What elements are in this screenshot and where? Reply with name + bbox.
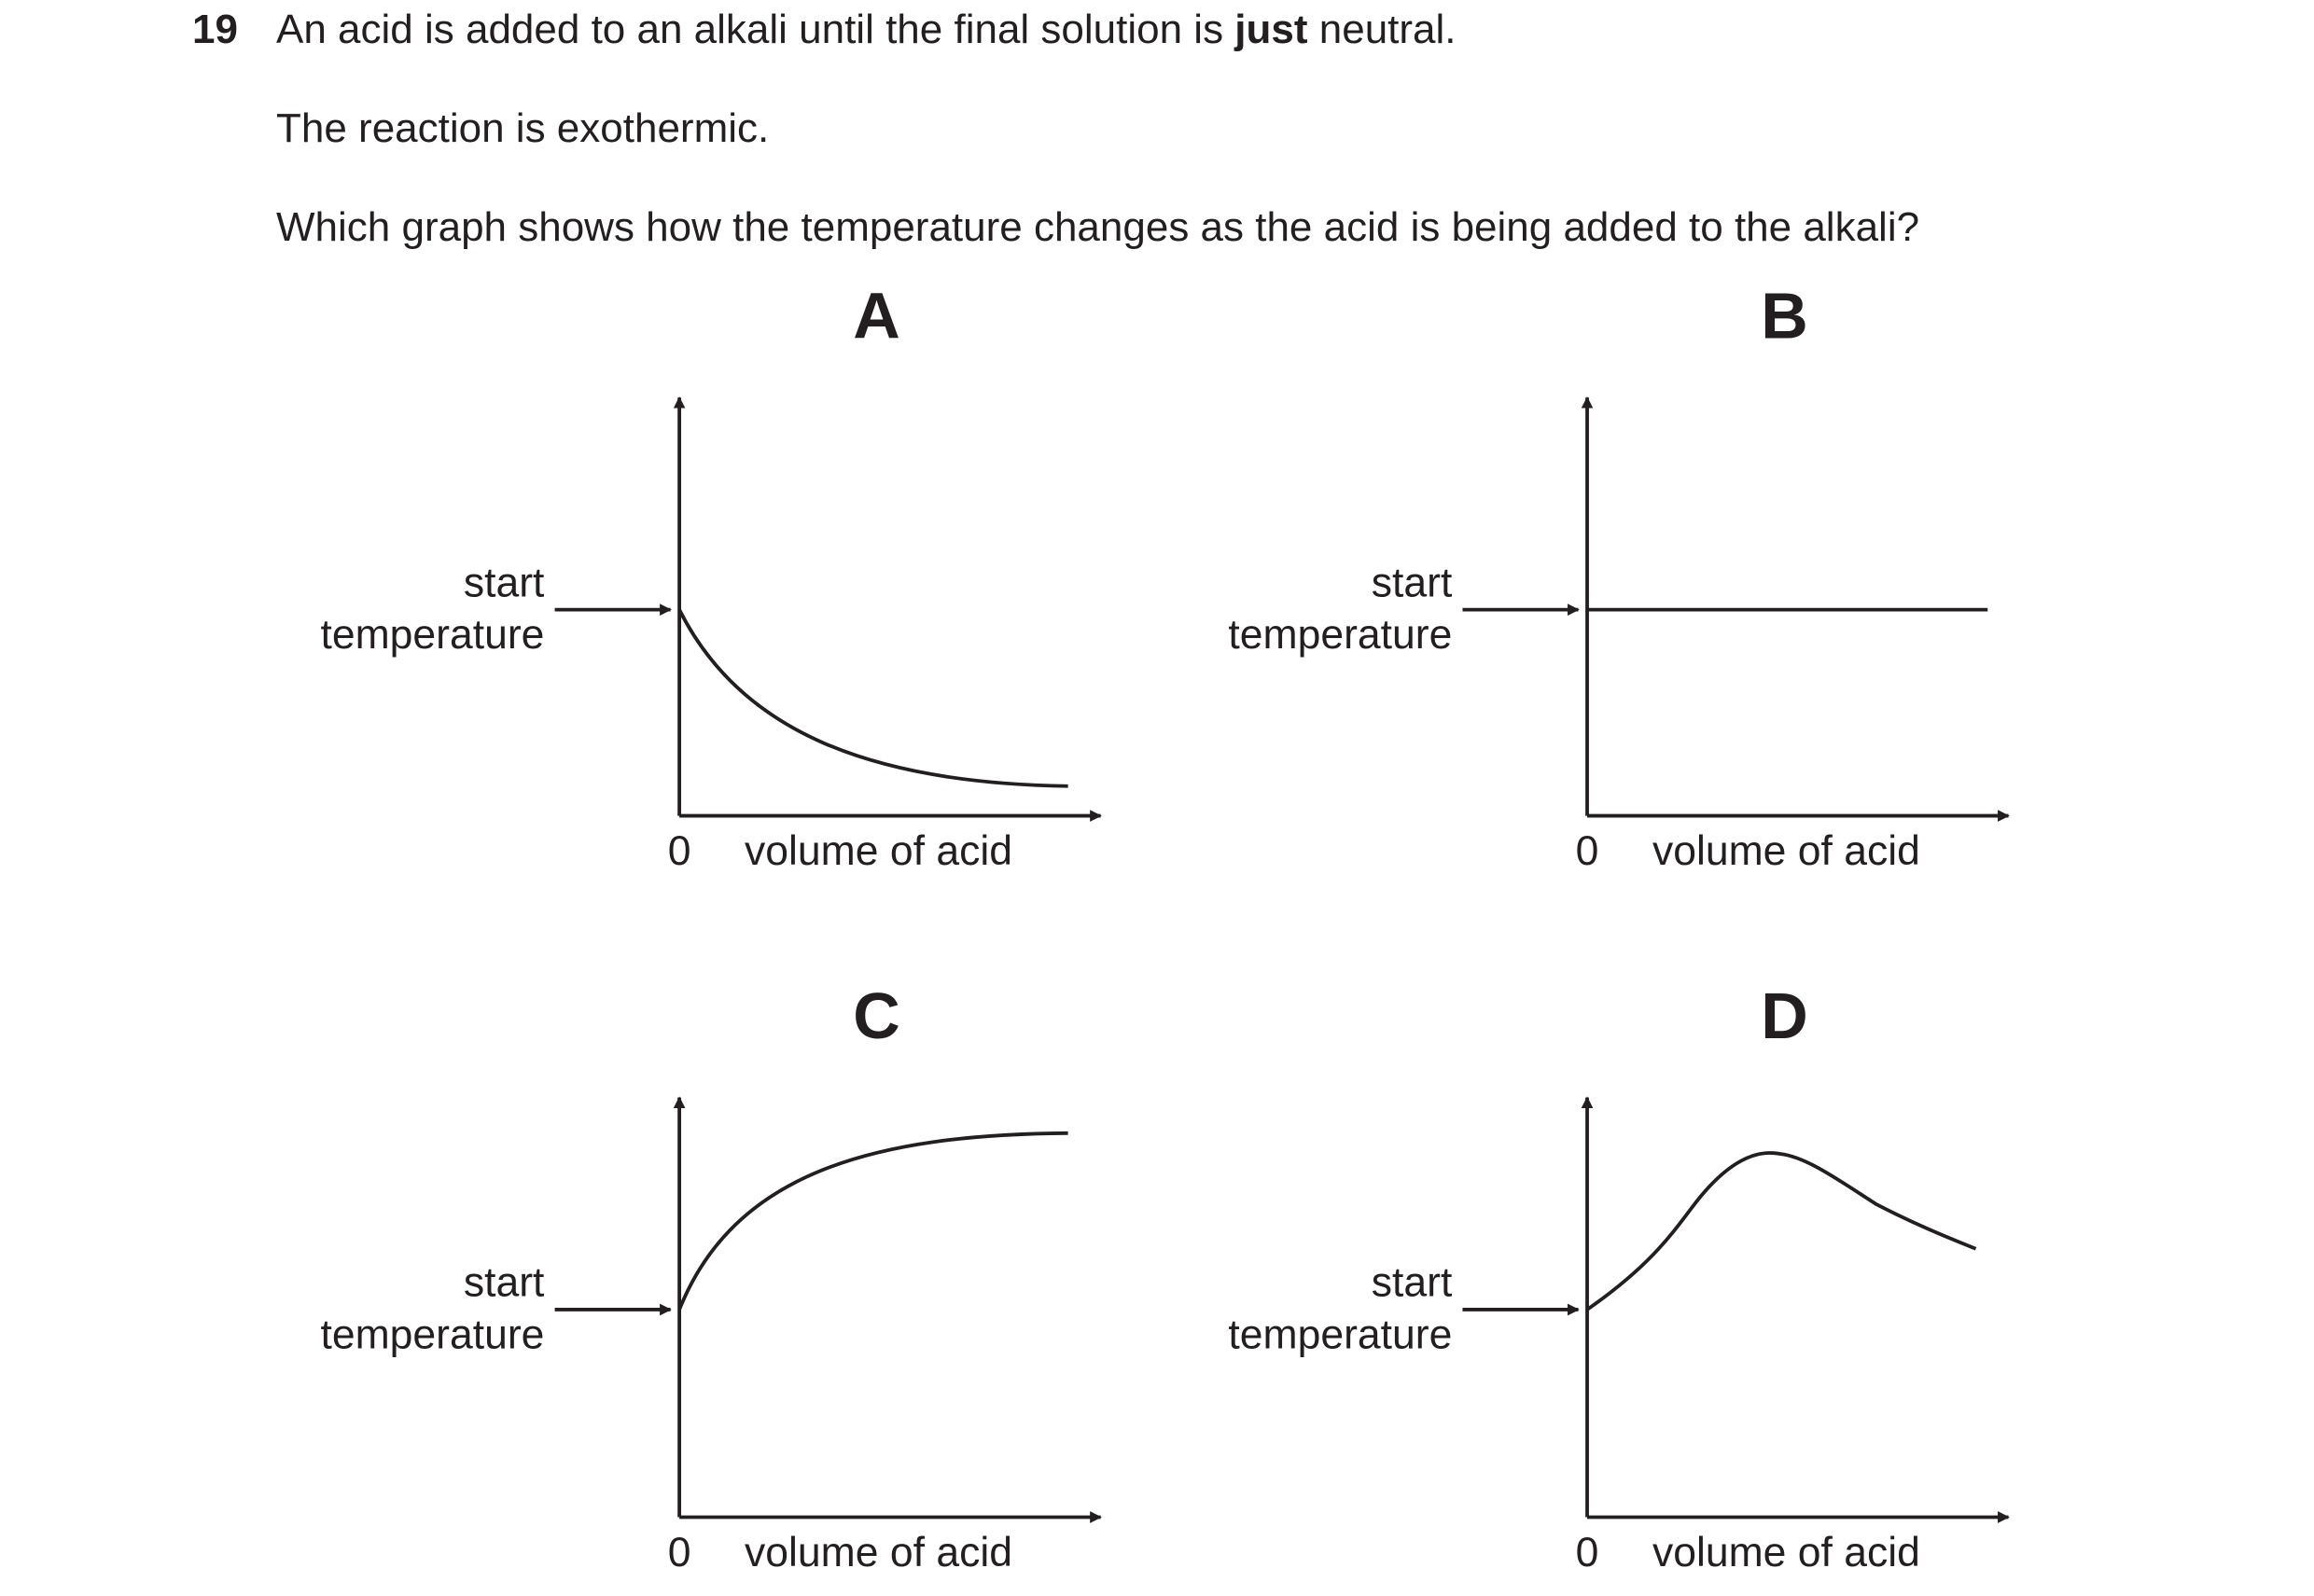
graph-d-origin-label: 0: [1575, 1529, 1599, 1575]
question-line-2: The reaction is exothermic.: [276, 105, 770, 151]
graph-d-temperature-label: temperature: [1228, 1311, 1453, 1358]
graph-c-letter: C: [853, 979, 900, 1053]
graph-a-start-label: start: [463, 560, 545, 606]
graph-b-x-axis-label: volume of acid: [1652, 828, 1920, 875]
graph-a-letter: A: [853, 279, 900, 353]
graph-d-letter: D: [1761, 979, 1808, 1053]
graph-b-temperature-label: temperature: [1228, 611, 1453, 658]
question-number: 19: [192, 7, 238, 52]
graph-c: [320, 979, 1100, 1575]
graph-b-origin-label: 0: [1575, 828, 1599, 875]
graph-c-temperature-label: temperature: [320, 1311, 545, 1358]
graph-a-curve: [679, 610, 1068, 786]
graph-a-temperature-label: temperature: [320, 611, 545, 658]
graph-c-x-axis-label: volume of acid: [745, 1529, 1012, 1575]
graph-a-origin-label: 0: [667, 828, 691, 875]
graph-d-x-axis-label: volume of acid: [1652, 1529, 1920, 1575]
question-line-1-suffix: neutral.: [1307, 7, 1457, 52]
graph-c-start-label: start: [463, 1259, 545, 1306]
graph-b: [1228, 280, 2008, 874]
graph-c-curve: [679, 1133, 1068, 1310]
question-line-3: Which graph shows how the temperature changes as the acid is being added to the alkali?: [276, 204, 1920, 250]
graph-b-letter: B: [1761, 279, 1808, 353]
graph-b-start-label: start: [1371, 560, 1453, 606]
graph-a-x-axis-label: volume of acid: [745, 828, 1012, 875]
graph-c-origin-label: 0: [667, 1529, 691, 1575]
graph-d-curve: [1587, 1153, 1976, 1310]
graph-d: [1228, 979, 2008, 1575]
graph-a: [320, 280, 1100, 874]
question-emphasis: just: [1234, 7, 1308, 52]
graph-d-start-label: start: [1371, 1259, 1453, 1306]
question-line-1-prefix: An acid is added to an alkali until the final solution is: [276, 7, 1235, 52]
